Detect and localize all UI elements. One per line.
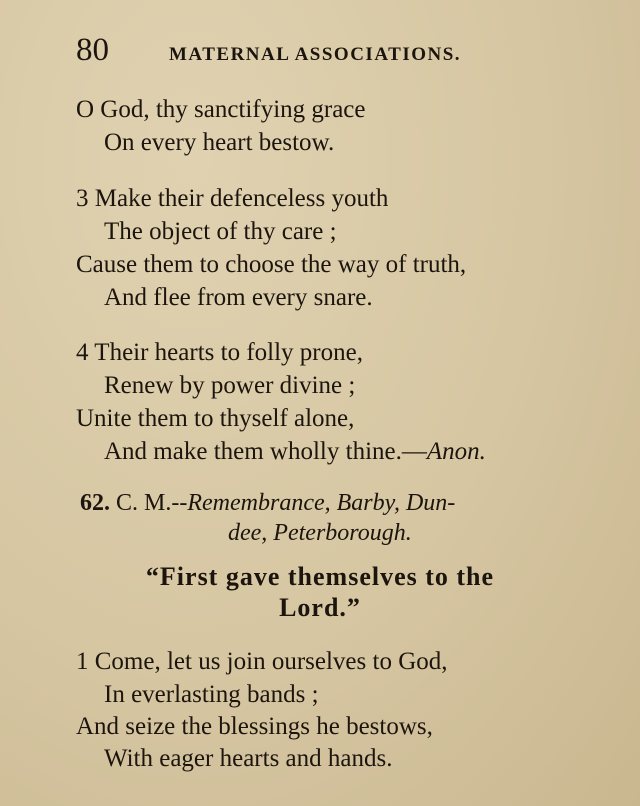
verse-line: O God, thy sanctifying grace [76,96,366,123]
hymn-number: 62. [80,490,110,516]
hymn-heading [80,490,455,517]
verse-line: 4 Their hearts to folly prone, [76,339,363,366]
verse-line: The object of thy care ; [104,218,337,245]
verse-line: 3 Make their defenceless youth [76,185,389,212]
verse-line [104,437,486,467]
hymn-tunes: Remembrance, Barby, Dun- [187,490,456,516]
verse-line: Cause them to choose the way of truth, [76,251,467,278]
hymn-tunes-cont: dee, Peterborough. [228,520,412,546]
verse-line: And flee from every snare. [104,284,373,311]
author-attribution: Anon. [426,438,486,465]
verse-line: On every heart bestow. [104,129,335,156]
verse-text: And make them wholly thine.— [104,438,427,465]
page-header [76,32,600,72]
verse-line: And seize the blessings he bestows, [76,713,433,740]
page-number: 80 [76,32,109,68]
hymn-meter: C. M.-- [116,490,188,516]
verse-line: With eager hearts and hands. [104,745,393,772]
hymn-subtitle: Lord.” [279,593,361,622]
verse-line: In everlasting bands ; [104,681,319,708]
verse-line: Unite them to thyself alone, [76,405,355,432]
running-title: MATERNAL ASSOCIATIONS. [169,44,462,65]
verse-line: 1 Come, let us join ourselves to God, [76,648,448,675]
hymn-subtitle: “First gave themselves to the [145,562,495,591]
verse-line: Renew by power divine ; [104,372,356,399]
